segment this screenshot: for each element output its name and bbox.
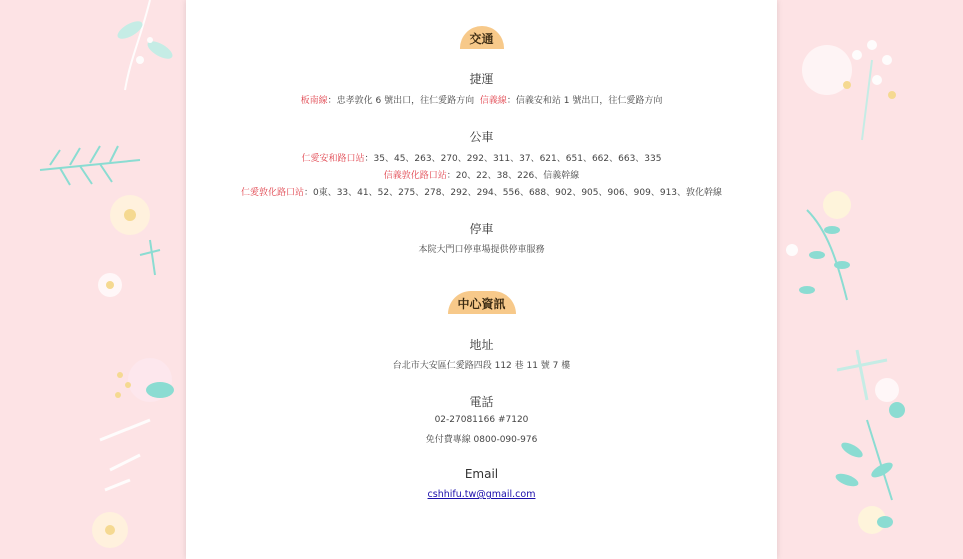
mrt-line1-name: 板南線 [300,96,328,106]
bus-stop-name: 信義敦化路口站 [383,171,447,181]
bus-heading: 公車 [469,130,494,144]
mrt-line2-name: 信義線 [479,96,507,106]
tollfree-number: 免付費專線 0800-090-976 [425,435,538,445]
center-info-section-title: 中心資訊 [447,291,515,314]
mrt-line2-text: ：信義安和站 1 號出口，往仁愛路方向 [506,96,663,106]
phone-heading: 電話 [469,395,494,409]
email-link[interactable]: cshhifu.tw@gmail.com [427,489,536,500]
bus-row [186,185,777,198]
bus-routes: ：0東、33、41、52、275、278、292、294、556、688、902、905、906、909、913、敦化幹線 [303,188,723,198]
mrt-line1-text: ：忠孝敦化 6 號出口，往仁愛路方向 [327,96,475,106]
floral-decoration-right [777,0,963,559]
bus-stop-name: 仁愛安和路口站 [301,154,365,164]
address-text: 台北市大安區仁愛路四段 112 巷 11 號 7 樓 [392,361,571,371]
parking-heading: 停車 [469,222,494,236]
bus-stop-name: 仁愛敦化路口站 [240,188,304,198]
email-line [186,489,777,500]
email-heading: Email [464,467,499,481]
mrt-heading: 捷運 [469,72,494,86]
bus-routes: ：20、22、38、226、信義幹線 [446,171,580,181]
bus-row [186,151,777,164]
bus-row [186,168,777,181]
content-card [186,0,777,559]
phone-number: 02-27081166 #7120 [434,415,529,425]
address-heading: 地址 [469,338,494,352]
floral-decoration-left [0,0,186,559]
parking-text: 本院大門口停車場提供停車服務 [418,245,545,255]
transport-section-title: 交通 [459,26,503,49]
mrt-info-line [186,93,777,106]
bus-routes: ：35、45、263、270、292、311、37、621、651、662、663、335 [364,154,662,164]
